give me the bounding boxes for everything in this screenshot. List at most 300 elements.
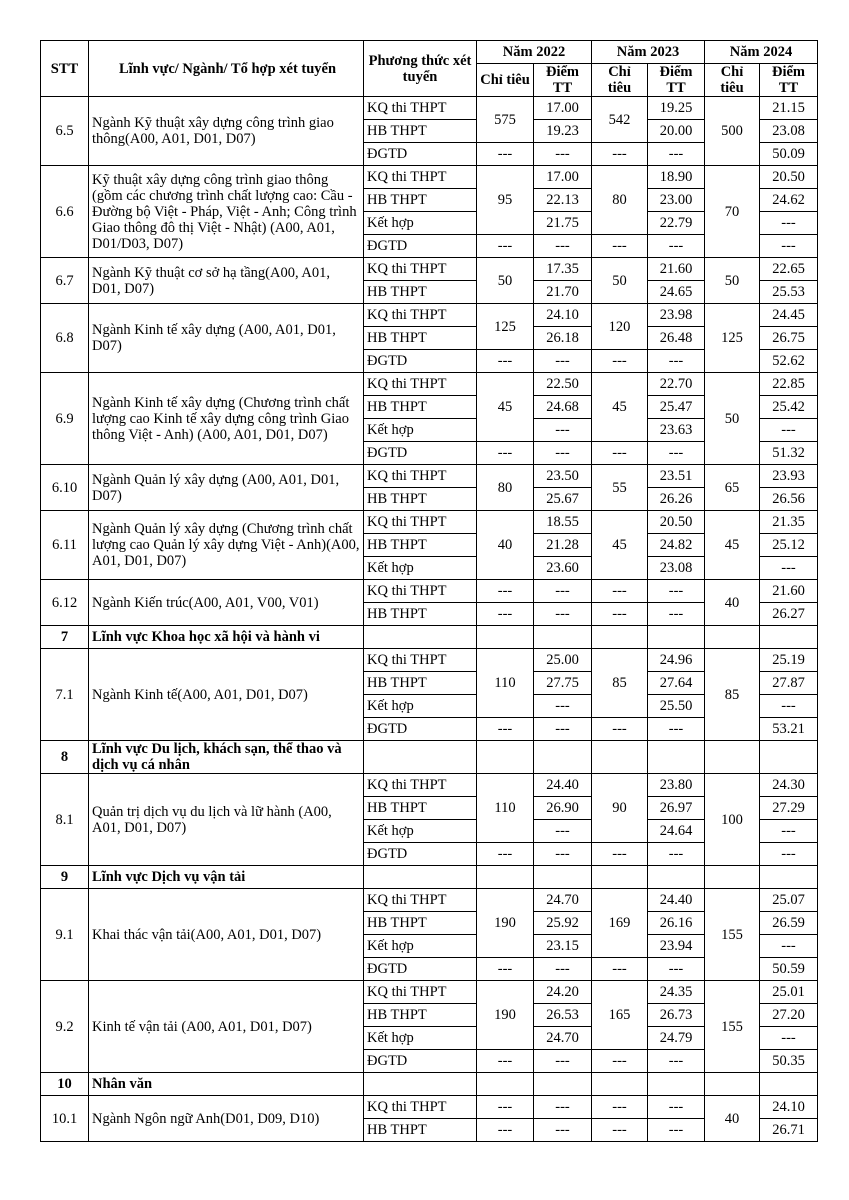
score-value: 18.90 [648, 166, 705, 189]
admission-method: Kết hợp [364, 935, 477, 958]
score-value: 23.50 [534, 465, 592, 488]
score-value: 24.68 [534, 396, 592, 419]
major-name: Ngành Kinh tế xây dựng (A00, A01, D01, D07) [89, 304, 364, 373]
quota-value: 80 [592, 166, 648, 235]
score-value: 17.00 [534, 97, 592, 120]
major-name: Ngành Quản lý xây dựng (Chương trình chất lượng cao Quản lý xây dựng Việt - Anh)(A00, A01, D01, D07) [89, 511, 364, 580]
admission-method: KQ thi THPT [364, 981, 477, 1004]
empty-cell [705, 866, 760, 889]
major-name: Kỹ thuật xây dựng công trình giao thông (gồm các chương trình chất lượng cao: Cầu - Đường bộ Việt - Pháp, Việt - Anh; Công trình Giao thông đô thị Việt - Nhật) (A00, A01, D01/D03, D07) [89, 166, 364, 258]
score-value: 50.35 [760, 1050, 818, 1073]
quota-value: 125 [477, 304, 534, 350]
score-value: 18.55 [534, 511, 592, 534]
score-value: 22.70 [648, 373, 705, 396]
quota-value: 55 [592, 465, 648, 511]
quota-value: 90 [592, 774, 648, 843]
admission-method: KQ thi THPT [364, 258, 477, 281]
score-value: 17.35 [534, 258, 592, 281]
score-value: --- [760, 557, 818, 580]
quota-value: --- [592, 143, 648, 166]
score-value: 24.65 [648, 281, 705, 304]
major-name: Ngành Kinh tế(A00, A01, D01, D07) [89, 649, 364, 741]
admission-scores-table [40, 40, 818, 1142]
score-value: --- [534, 603, 592, 626]
score-value: 53.21 [760, 718, 818, 741]
score-value: 25.53 [760, 281, 818, 304]
quota-value: 190 [477, 981, 534, 1050]
admission-method: KQ thi THPT [364, 774, 477, 797]
admission-method: ĐGTD [364, 718, 477, 741]
score-value: 21.60 [760, 580, 818, 603]
admission-method: ĐGTD [364, 235, 477, 258]
score-value: 23.51 [648, 465, 705, 488]
quota-value: 542 [592, 97, 648, 143]
quota-value: 65 [705, 465, 760, 511]
quota-value: 125 [705, 304, 760, 373]
score-value: --- [534, 718, 592, 741]
quota-value: 85 [592, 649, 648, 718]
quota-value: 155 [705, 981, 760, 1073]
empty-cell [534, 741, 592, 774]
score-value: --- [648, 143, 705, 166]
score-value: --- [648, 1050, 705, 1073]
score-value: --- [760, 212, 818, 235]
admission-method: Kết hợp [364, 820, 477, 843]
header-field: Lĩnh vực/ Ngành/ Tổ hợp xét tuyển [89, 41, 364, 97]
quota-value: --- [592, 958, 648, 981]
header-score: Điểm TT [648, 64, 705, 97]
quota-value: --- [477, 580, 534, 603]
quota-value: --- [477, 1096, 534, 1119]
header-year-2024: Năm 2024 [705, 41, 818, 64]
quota-value: --- [477, 235, 534, 258]
score-value: 25.92 [534, 912, 592, 935]
quota-value: 110 [477, 649, 534, 718]
empty-cell [534, 866, 592, 889]
score-value: 23.63 [648, 419, 705, 442]
score-value: 24.70 [534, 889, 592, 912]
admission-method: KQ thi THPT [364, 889, 477, 912]
score-value: 25.01 [760, 981, 818, 1004]
table-row [41, 981, 818, 1004]
major-number: 6.6 [41, 166, 89, 258]
score-value: 26.26 [648, 488, 705, 511]
score-value: --- [534, 580, 592, 603]
score-value: 24.35 [648, 981, 705, 1004]
admission-method: HB THPT [364, 1119, 477, 1142]
section-number: 10 [41, 1073, 89, 1096]
admission-method: Kết hợp [364, 557, 477, 580]
quota-value: 45 [592, 511, 648, 580]
table-row [41, 97, 818, 120]
admission-method: HB THPT [364, 603, 477, 626]
section-row [41, 1073, 818, 1096]
major-number: 9.1 [41, 889, 89, 981]
quota-value: 575 [477, 97, 534, 143]
quota-value: 45 [705, 511, 760, 580]
empty-cell [760, 626, 818, 649]
major-name: Quản trị dịch vụ du lịch và lữ hành (A00, A01, D01, D07) [89, 774, 364, 866]
quota-value: 45 [592, 373, 648, 442]
quota-value: --- [592, 718, 648, 741]
admission-method: HB THPT [364, 534, 477, 557]
score-value: 21.15 [760, 97, 818, 120]
quota-value: 70 [705, 166, 760, 258]
quota-value: --- [592, 235, 648, 258]
section-row [41, 741, 818, 774]
admission-method: KQ thi THPT [364, 649, 477, 672]
admission-method: HB THPT [364, 797, 477, 820]
score-value: 27.20 [760, 1004, 818, 1027]
score-value: --- [534, 1050, 592, 1073]
score-value: 27.64 [648, 672, 705, 695]
score-value: 26.48 [648, 327, 705, 350]
major-name: Ngành Kỹ thuật cơ sở hạ tầng(A00, A01, D01, D07) [89, 258, 364, 304]
admission-method: HB THPT [364, 672, 477, 695]
admission-method: HB THPT [364, 327, 477, 350]
score-value: 22.65 [760, 258, 818, 281]
major-number: 6.11 [41, 511, 89, 580]
empty-cell [705, 626, 760, 649]
quota-value: 165 [592, 981, 648, 1050]
quota-value: 100 [705, 774, 760, 866]
score-value: 24.20 [534, 981, 592, 1004]
quota-value: --- [592, 1050, 648, 1073]
score-value: 25.67 [534, 488, 592, 511]
table-row [41, 649, 818, 672]
major-name: Ngành Quản lý xây dựng (A00, A01, D01, D07) [89, 465, 364, 511]
empty-cell [477, 866, 534, 889]
score-value: --- [648, 235, 705, 258]
score-value: 26.27 [760, 603, 818, 626]
score-value: 19.23 [534, 120, 592, 143]
empty-cell [705, 741, 760, 774]
score-value: --- [534, 350, 592, 373]
score-value: 26.18 [534, 327, 592, 350]
admission-method: KQ thi THPT [364, 1096, 477, 1119]
table-row [41, 580, 818, 603]
empty-cell [477, 626, 534, 649]
admission-method: HB THPT [364, 120, 477, 143]
admission-method: KQ thi THPT [364, 465, 477, 488]
score-value: 25.00 [534, 649, 592, 672]
empty-cell [592, 1073, 648, 1096]
score-value: 21.75 [534, 212, 592, 235]
admission-method: ĐGTD [364, 958, 477, 981]
major-name: Ngành Kỹ thuật xây dựng công trình giao thông(A00, A01, D01, D07) [89, 97, 364, 166]
score-value: --- [534, 843, 592, 866]
score-value: 26.90 [534, 797, 592, 820]
score-value: --- [648, 350, 705, 373]
major-number: 9.2 [41, 981, 89, 1073]
score-value: 21.60 [648, 258, 705, 281]
table-row [41, 373, 818, 396]
table-row [41, 166, 818, 189]
score-value: 26.75 [760, 327, 818, 350]
score-value: 24.64 [648, 820, 705, 843]
score-value: --- [534, 958, 592, 981]
section-title: Lĩnh vực Khoa học xã hội và hành vi [89, 626, 364, 649]
major-name: Ngành Kiến trúc(A00, A01, V00, V01) [89, 580, 364, 626]
quota-value: --- [592, 603, 648, 626]
quota-value: 120 [592, 304, 648, 350]
major-number: 8.1 [41, 774, 89, 866]
score-value: 52.62 [760, 350, 818, 373]
admission-method: KQ thi THPT [364, 166, 477, 189]
major-number: 6.10 [41, 465, 89, 511]
score-value: 21.70 [534, 281, 592, 304]
section-title: Nhân văn [89, 1073, 364, 1096]
header-method: Phương thức xét tuyển [364, 41, 477, 97]
score-value: 20.00 [648, 120, 705, 143]
score-value: 23.08 [648, 557, 705, 580]
quota-value: --- [592, 843, 648, 866]
empty-cell [592, 626, 648, 649]
admission-method: HB THPT [364, 488, 477, 511]
empty-cell [648, 866, 705, 889]
quota-value: --- [477, 958, 534, 981]
score-value: 23.00 [648, 189, 705, 212]
major-number: 6.5 [41, 97, 89, 166]
header-quota: Chỉ tiêu [705, 64, 760, 97]
score-value: 25.19 [760, 649, 818, 672]
admission-method: KQ thi THPT [364, 511, 477, 534]
major-name: Ngành Kinh tế xây dựng (Chương trình chất lượng cao Kinh tế xây dựng công trình Giao thông Việt - Anh) (A00, A01, D01, D07) [89, 373, 364, 465]
score-value: 26.73 [648, 1004, 705, 1027]
score-value: 26.59 [760, 912, 818, 935]
major-name: Ngành Ngôn ngữ Anh(D01, D09, D10) [89, 1096, 364, 1142]
score-value: 25.47 [648, 396, 705, 419]
score-value: --- [760, 695, 818, 718]
section-row [41, 866, 818, 889]
quota-value: 40 [705, 580, 760, 626]
admission-method: HB THPT [364, 396, 477, 419]
score-value: 24.82 [648, 534, 705, 557]
score-value: --- [760, 820, 818, 843]
empty-cell [648, 1073, 705, 1096]
score-value: 24.40 [648, 889, 705, 912]
score-value: 24.79 [648, 1027, 705, 1050]
score-value: 25.42 [760, 396, 818, 419]
score-value: --- [648, 1119, 705, 1142]
score-value: --- [648, 1096, 705, 1119]
quota-value: 95 [477, 166, 534, 235]
quota-value: 40 [477, 511, 534, 580]
admission-method: KQ thi THPT [364, 304, 477, 327]
table-row [41, 1096, 818, 1119]
score-value: 51.32 [760, 442, 818, 465]
quota-value: 110 [477, 774, 534, 843]
admission-method: Kết hợp [364, 419, 477, 442]
score-value: 24.40 [534, 774, 592, 797]
score-value: --- [760, 843, 818, 866]
quota-value: --- [477, 1050, 534, 1073]
admission-method: HB THPT [364, 281, 477, 304]
score-value: 24.30 [760, 774, 818, 797]
quota-value: 45 [477, 373, 534, 442]
major-name: Khai thác vận tải(A00, A01, D01, D07) [89, 889, 364, 981]
major-number: 6.8 [41, 304, 89, 373]
admission-method: HB THPT [364, 189, 477, 212]
score-value: --- [760, 419, 818, 442]
table-row [41, 258, 818, 281]
score-value: --- [534, 820, 592, 843]
score-value: 24.62 [760, 189, 818, 212]
quota-value: --- [477, 143, 534, 166]
score-value: --- [534, 695, 592, 718]
admission-method: HB THPT [364, 1004, 477, 1027]
score-value: 25.50 [648, 695, 705, 718]
score-value: 23.94 [648, 935, 705, 958]
quota-value: --- [592, 580, 648, 603]
major-name: Kinh tế vận tải (A00, A01, D01, D07) [89, 981, 364, 1073]
major-number: 10.1 [41, 1096, 89, 1142]
admission-method: KQ thi THPT [364, 97, 477, 120]
score-value: 24.10 [534, 304, 592, 327]
empty-cell [477, 1073, 534, 1096]
score-value: 50.59 [760, 958, 818, 981]
section-number: 7 [41, 626, 89, 649]
score-value: 20.50 [760, 166, 818, 189]
score-value: 22.50 [534, 373, 592, 396]
quota-value: --- [592, 1096, 648, 1119]
admission-method: HB THPT [364, 912, 477, 935]
score-value: 23.98 [648, 304, 705, 327]
header-quota: Chỉ tiêu [477, 64, 534, 97]
quota-value: --- [592, 1119, 648, 1142]
quota-value: --- [477, 1119, 534, 1142]
score-value: --- [534, 442, 592, 465]
score-value: 27.75 [534, 672, 592, 695]
score-value: 24.70 [534, 1027, 592, 1050]
score-value: --- [760, 1027, 818, 1050]
admission-method: ĐGTD [364, 1050, 477, 1073]
score-value: 27.29 [760, 797, 818, 820]
quota-value: 40 [705, 1096, 760, 1142]
admission-method: Kết hợp [364, 212, 477, 235]
empty-cell [534, 626, 592, 649]
admission-method: Kết hợp [364, 695, 477, 718]
quota-value: --- [477, 442, 534, 465]
header-year-2023: Năm 2023 [592, 41, 705, 64]
table-row [41, 304, 818, 327]
score-value: --- [534, 143, 592, 166]
score-value: 19.25 [648, 97, 705, 120]
empty-cell [592, 741, 648, 774]
section-row [41, 626, 818, 649]
score-value: 26.53 [534, 1004, 592, 1027]
score-value: --- [760, 235, 818, 258]
score-value: --- [648, 718, 705, 741]
quota-value: --- [477, 843, 534, 866]
score-value: 23.08 [760, 120, 818, 143]
score-value: --- [648, 603, 705, 626]
empty-cell [364, 741, 477, 774]
table-row [41, 889, 818, 912]
quota-value: 500 [705, 97, 760, 166]
score-value: 26.97 [648, 797, 705, 820]
quota-value: 155 [705, 889, 760, 981]
score-value: 22.13 [534, 189, 592, 212]
score-value: 21.28 [534, 534, 592, 557]
empty-cell [760, 1073, 818, 1096]
empty-cell [705, 1073, 760, 1096]
major-number: 6.7 [41, 258, 89, 304]
score-value: 22.79 [648, 212, 705, 235]
section-number: 9 [41, 866, 89, 889]
quota-value: --- [592, 350, 648, 373]
quota-value: --- [477, 350, 534, 373]
section-title: Lĩnh vực Du lịch, khách sạn, thể thao và dịch vụ cá nhân [89, 741, 364, 774]
score-value: --- [534, 1119, 592, 1142]
major-number: 6.9 [41, 373, 89, 465]
score-value: 22.85 [760, 373, 818, 396]
score-value: 17.00 [534, 166, 592, 189]
admission-method: ĐGTD [364, 843, 477, 866]
table-row [41, 465, 818, 488]
empty-cell [364, 1073, 477, 1096]
quota-value: 85 [705, 649, 760, 741]
empty-cell [477, 741, 534, 774]
section-title: Lĩnh vực Dịch vụ vận tải [89, 866, 364, 889]
empty-cell [648, 741, 705, 774]
score-value: 26.16 [648, 912, 705, 935]
score-value: 25.12 [760, 534, 818, 557]
score-value: --- [648, 442, 705, 465]
score-value: 26.71 [760, 1119, 818, 1142]
empty-cell [534, 1073, 592, 1096]
header-score: Điểm TT [534, 64, 592, 97]
score-value: 23.93 [760, 465, 818, 488]
score-value: 21.35 [760, 511, 818, 534]
empty-cell [760, 866, 818, 889]
score-value: 24.96 [648, 649, 705, 672]
header-year-2022: Năm 2022 [477, 41, 592, 64]
empty-cell [760, 741, 818, 774]
table-row [41, 511, 818, 534]
major-number: 7.1 [41, 649, 89, 741]
empty-cell [364, 866, 477, 889]
table-body [41, 97, 818, 1142]
score-value: 23.80 [648, 774, 705, 797]
quota-value: --- [477, 718, 534, 741]
score-value: 50.09 [760, 143, 818, 166]
score-value: 20.50 [648, 511, 705, 534]
score-value: 24.10 [760, 1096, 818, 1119]
score-value: 27.87 [760, 672, 818, 695]
quota-value: 50 [705, 373, 760, 465]
empty-cell [592, 866, 648, 889]
section-number: 8 [41, 741, 89, 774]
score-value: --- [760, 935, 818, 958]
score-value: --- [534, 235, 592, 258]
admission-method: KQ thi THPT [364, 580, 477, 603]
score-value: --- [648, 958, 705, 981]
quota-value: 80 [477, 465, 534, 511]
quota-value: 50 [705, 258, 760, 304]
quota-value: 50 [592, 258, 648, 304]
admission-method: ĐGTD [364, 350, 477, 373]
quota-value: --- [592, 442, 648, 465]
major-number: 6.12 [41, 580, 89, 626]
empty-cell [648, 626, 705, 649]
header-score: Điểm TT [760, 64, 818, 97]
score-value: 25.07 [760, 889, 818, 912]
admission-method: KQ thi THPT [364, 373, 477, 396]
table-row [41, 774, 818, 797]
header-stt: STT [41, 41, 89, 97]
admission-method: Kết hợp [364, 1027, 477, 1050]
